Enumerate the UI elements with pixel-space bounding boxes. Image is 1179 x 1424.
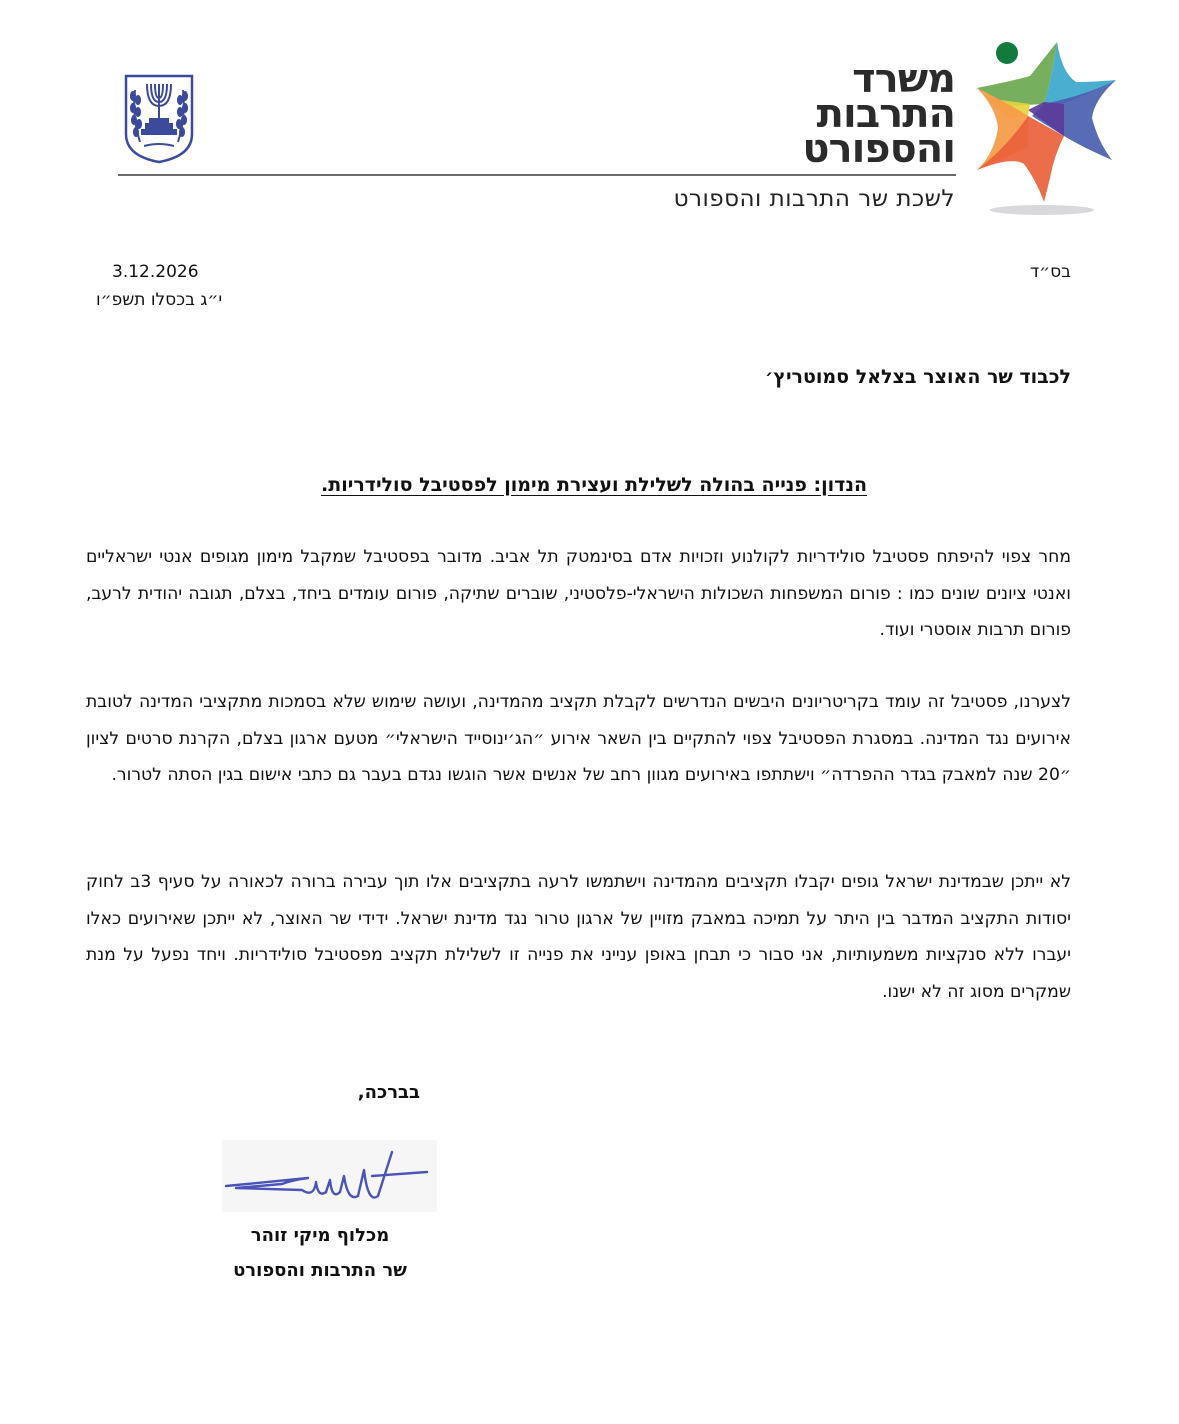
bsd-header: בס״ד (1029, 262, 1071, 282)
ministry-name-line: התרבות (816, 91, 955, 137)
body-paragraph: לא ייתכן שבמדינת ישראל גופים יקבלו תקציבים מהמדינה וישתמשו לרעה בתקציבים אלו תוך עבירה ברורה לכאורה על סעיף 3ב לחוק יסודות התקציב המדבר בין היתר על תמיכה במאבק מזויין של ארגון טרור נגד מדינת ישראל. ידידי שר האוצר, לא ייתכן שאירועים כאלו יעברו ללא סנקציות משמעותיות, אני סבור כי תבחן באופן ענייני את פנייה זו לשלילת תקציב מפסטיבל סולידריות. ויחד נפעל על מנת שמקרים מסוג זה לא ישנו. (86, 872, 1071, 1002)
signer-name: מכלוף מיקי זוהר (250, 1225, 390, 1246)
ministry-name (735, 56, 955, 172)
date-gregorian: 3.12.2026 (112, 262, 199, 282)
date-hebrew: י״ג בכסלו תשפ״ו (96, 290, 223, 310)
signature-scribble-icon (222, 1140, 437, 1212)
body-paragraph: לצערנו, פסטיבל זה עומד בקריטריונים היבשים הנדרשים לקבלת תקציב מהמדינה, ועושה שימוש שלא בסמכות מתקציבי המדינה לטובת אירועים נגד המדינה. במסגרת הפסטיבל צפוי להתקיים בין השאר אירוע ״הג׳ינוסייד הישראלי״ מטעם ארגון בצלם, הקרנת סרטים לציון ״20 שנה למאבק בגדר ההפרדה״ וישתתפו באירועים מגוון רחב של אנשים אשר הוגשו נגדם בעבר גם כתבי אישום בגין הסתה לטרור. (86, 692, 1071, 785)
office-title: לשכת שר התרבות והספורט (673, 186, 955, 212)
ministry-name-line: משרד (852, 56, 955, 102)
ministry-name-line: והספורט (802, 126, 955, 172)
recipient-line: לכבוד שר האוצר בצלאל סמוטריץ׳ (764, 366, 1071, 388)
logo-segment-dot (996, 42, 1018, 64)
menorah-emblem-icon (122, 72, 196, 164)
handwritten-signature (222, 1140, 437, 1212)
subject-line: הנדון: פנייה בהולה לשלילת ועצירת מימון לפסטיבל סולידריות. (321, 474, 867, 496)
state-emblem (122, 72, 196, 164)
signature-stroke (226, 1152, 427, 1198)
header-divider (118, 174, 956, 176)
body-paragraph: מחר צפוי להיפתח פסטיבל סולידריות לקולנוע וזכויות אדם בסינמטק תל אביב. מדובר בפסטיבל שמקבל מימון מגופים אנטי ישראליים ואנטי ציונים שונים כמו : פורום המשפחות השכולות הישראלי-פלסטיני, שוברים שתיקה, פורום עומדים ביחד, בצלם, תגובה יהודית לרעב, פורום תרבות אוסטרי ועוד. (86, 547, 1071, 640)
signer-title: שר התרבות והספורט (233, 1260, 407, 1281)
closing-salutation: בברכה, (357, 1082, 420, 1103)
star-figure-logo-icon (972, 38, 1122, 220)
ministry-logo (972, 38, 1122, 220)
